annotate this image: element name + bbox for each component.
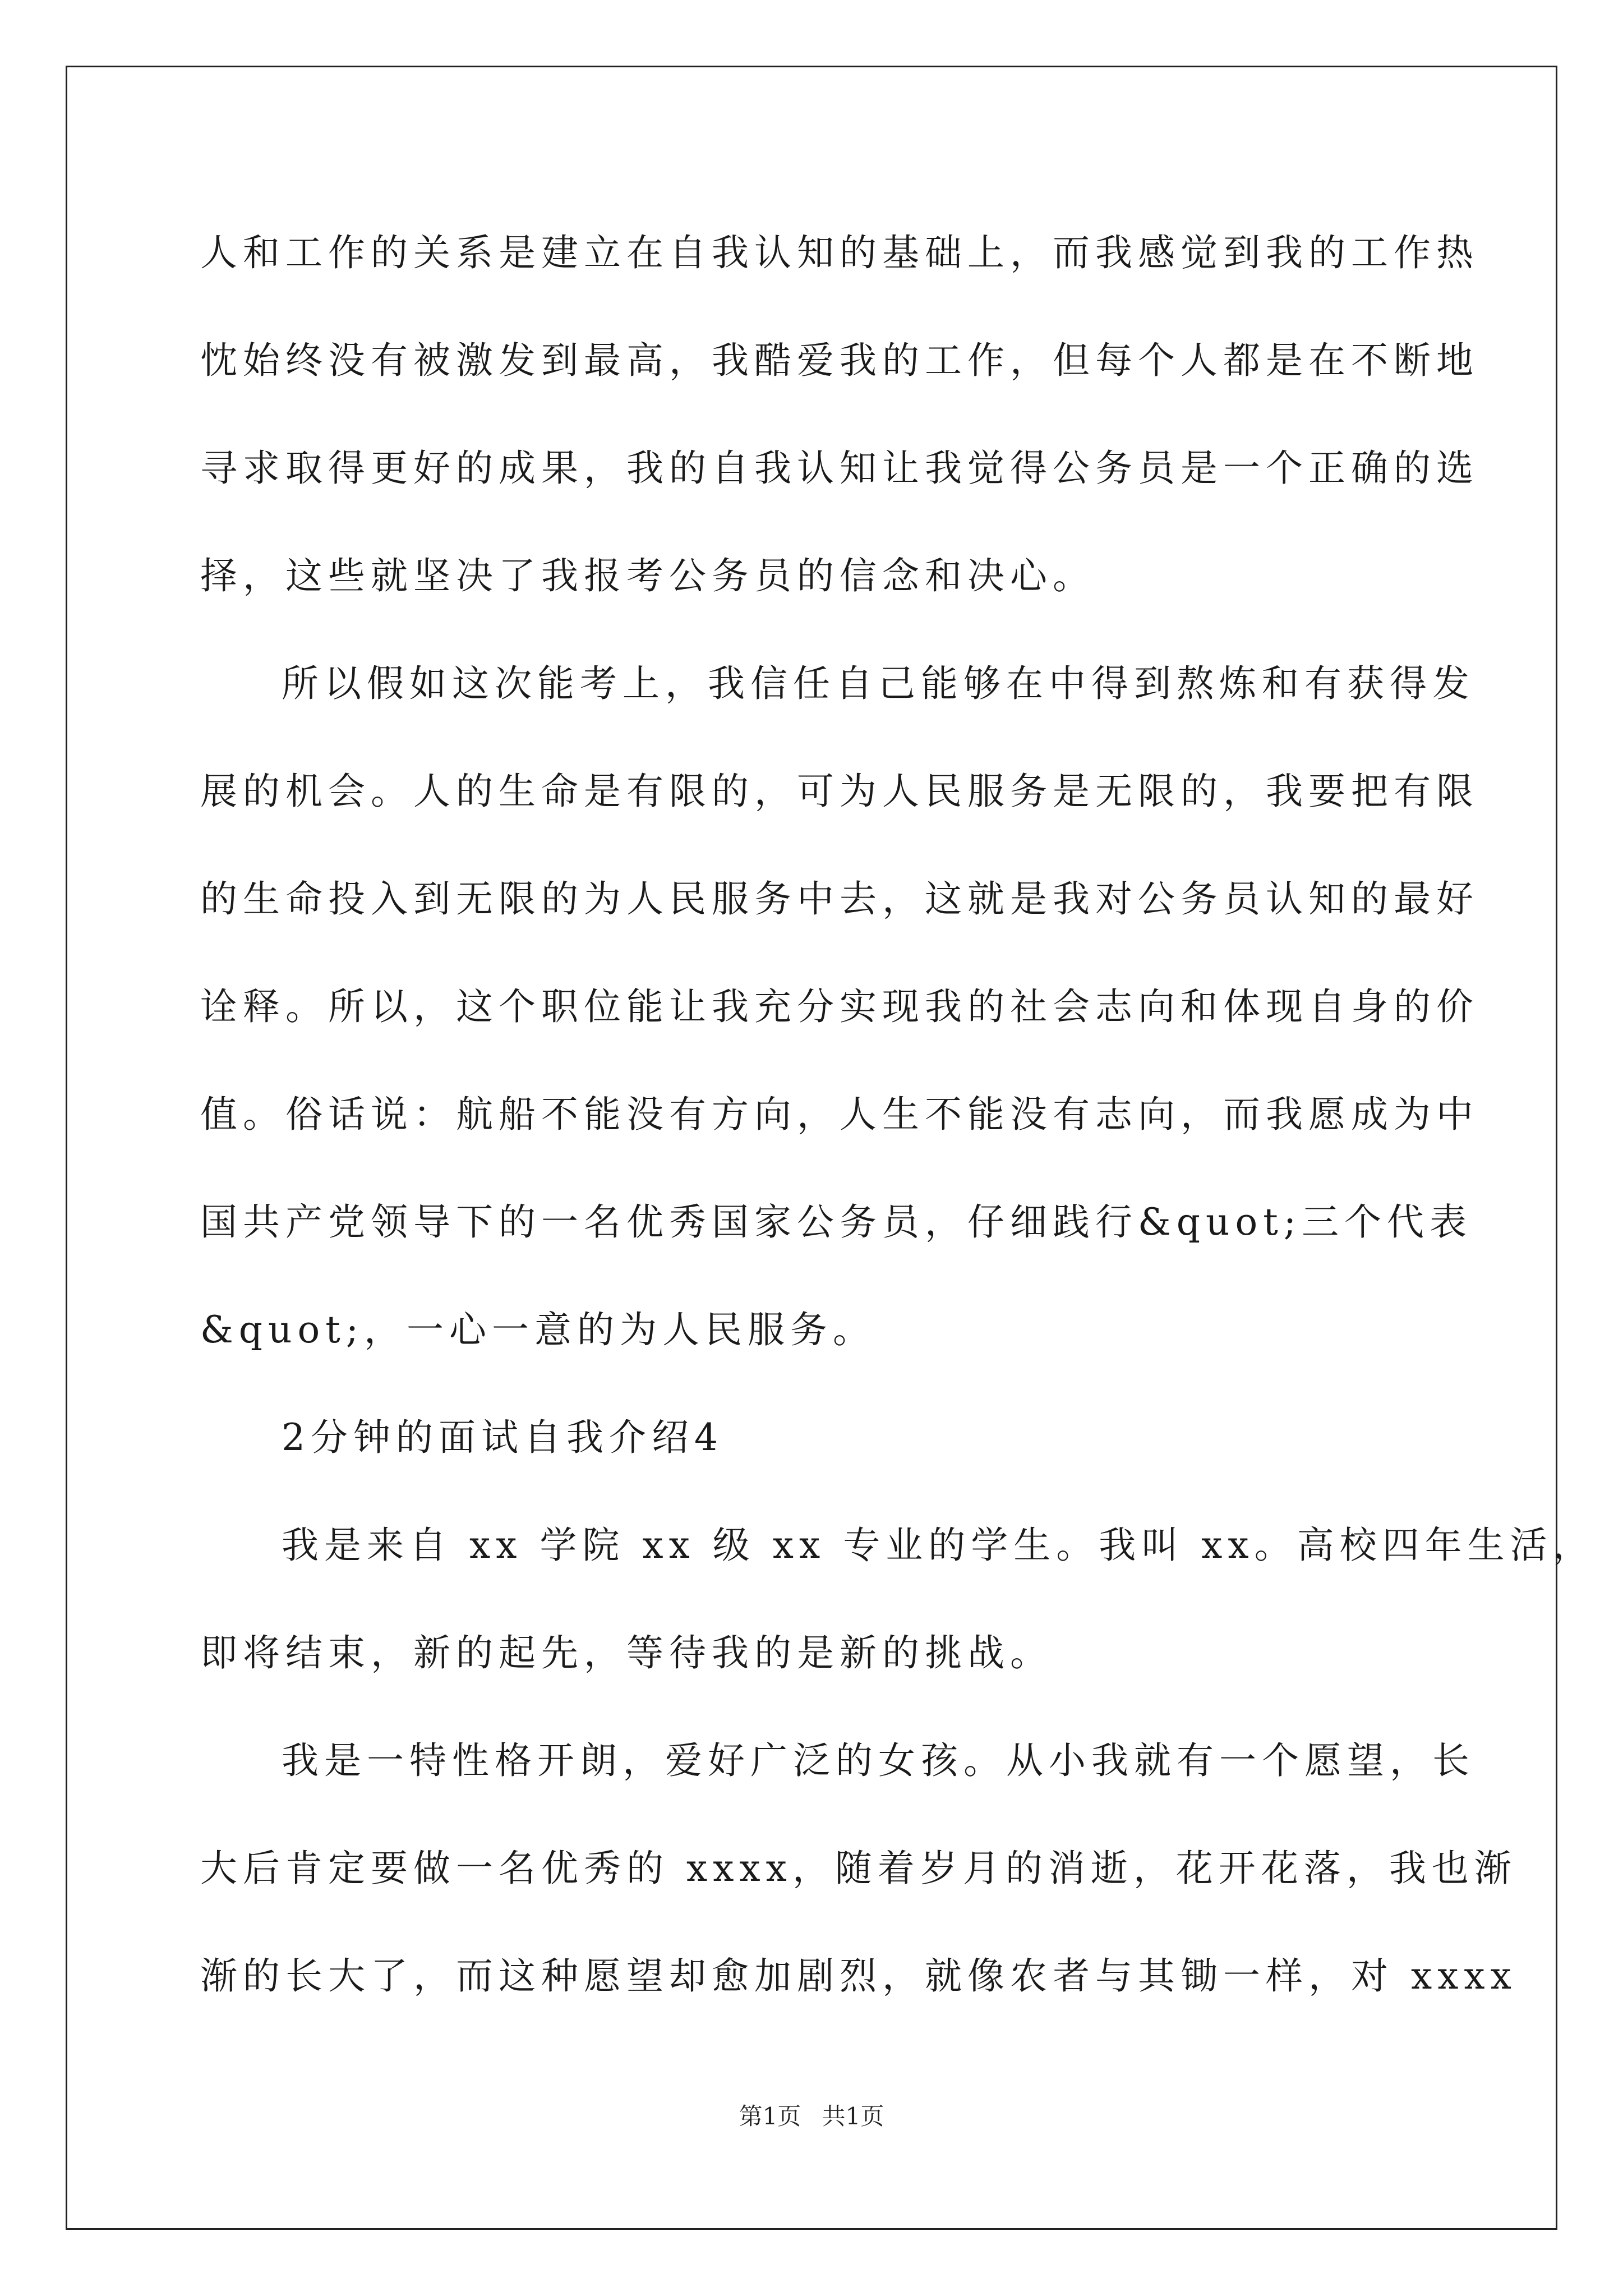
text-line: 寻求取得更好的成果，我的自我认知让我觉得公务员是一个正确的选 [200,447,1479,490]
text-line: 择，这些就坚决了我报考公务员的信念和决心。 [200,554,1095,597]
text-line: 的生命投入到无限的为人民服务中去，这就是我对公务员认知的最好 [200,877,1479,921]
text-line: &quot;，一心一意的为人民服务。 [200,1308,875,1351]
text-line: 2分钟的面试自我介绍4 [282,1416,723,1459]
page-number: 第1页 [739,2102,801,2130]
text-line: 人和工作的关系是建立在自我认知的基础上，而我感觉到我的工作热 [200,231,1479,274]
text-line: 我是来自 xx 学院 xx 级 xx 专业的学生。我叫 xx。高校四年生活， [282,1524,1596,1567]
page-footer [0,2098,1623,2132]
text-line: 所以假如这次能考上，我信任自己能够在中得到熬炼和有获得发 [282,662,1475,705]
page-total: 共1页 [822,2102,884,2130]
text-line: 渐的长大了，而这种愿望却愈加剧烈，就像农者与其锄一样，对 xxxx [200,1954,1517,1998]
text-line: 展的机会。人的生命是有限的，可为人民服务是无限的，我要把有限 [200,770,1479,813]
text-line: 大后肯定要做一名优秀的 xxxx，随着岁月的消逝，花开花落，我也渐 [200,1847,1517,1890]
text-line: 忱始终没有被激发到最高，我酷爱我的工作，但每个人都是在不断地 [200,339,1479,382]
text-line: 值。俗话说：航船不能没有方向，人生不能没有志向，而我愿成为中 [200,1093,1479,1136]
text-line: 国共产党领导下的一名优秀国家公务员，仔细践行&quot;三个代表 [200,1200,1472,1244]
document-body [200,199,1596,2030]
text-line: 我是一特性格开朗，爱好广泛的女孩。从小我就有一个愿望，长 [282,1739,1475,1782]
text-line: 即将结束，新的起先，等待我的是新的挑战。 [200,1631,1053,1674]
text-line: 诠释。所以，这个职位能让我充分实现我的社会志向和体现自身的价 [200,985,1479,1028]
